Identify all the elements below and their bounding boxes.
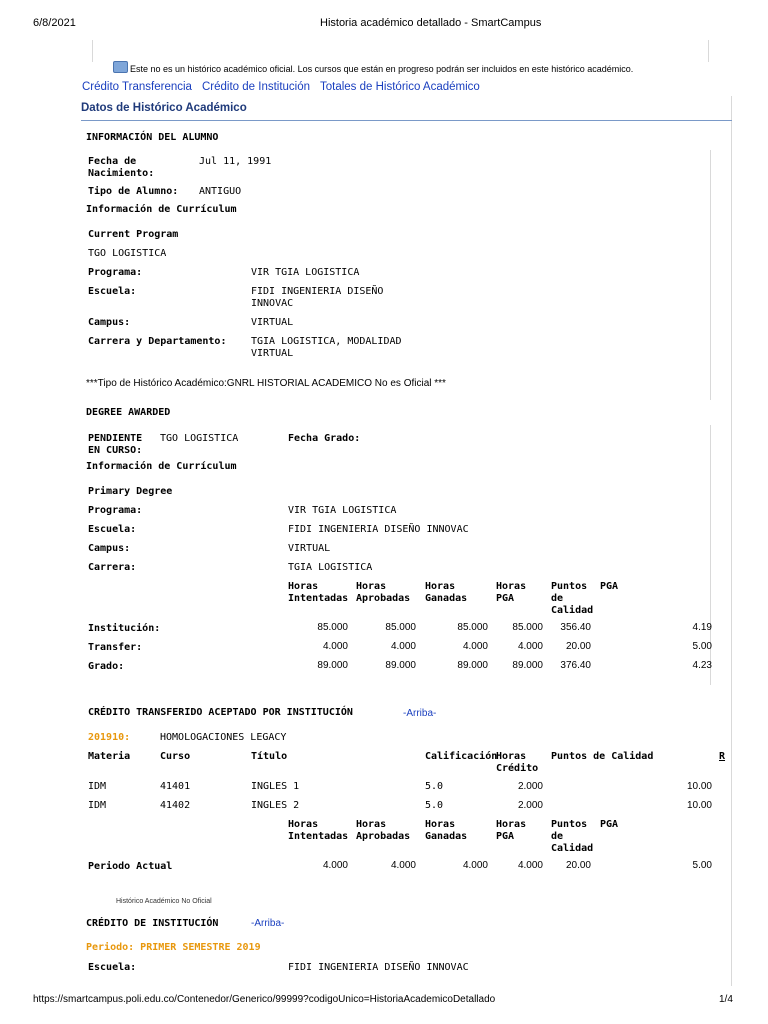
program-value: VIR TGIA LOGISTICA [251, 267, 360, 278]
cell: 356.40 [560, 622, 591, 633]
pt-horas-aprobadas: Horas [356, 819, 387, 830]
pending-label-2: EN CURSO: [88, 445, 143, 456]
row1-title: INGLES 1 [251, 781, 300, 792]
institution-school-label: Escuela: [88, 962, 137, 973]
row2-hours: 2.000 [517, 800, 543, 811]
th-puntos-3: Calidad [551, 605, 594, 616]
print-date: 6/8/2021 [33, 17, 76, 29]
col-materia: Materia [88, 751, 131, 762]
cell: 5.00 [692, 641, 712, 652]
cell: 4.000 [390, 860, 416, 871]
frame-line [710, 150, 711, 400]
cell: 376.40 [560, 660, 591, 671]
th-horas-aprobadas: Horas [356, 581, 387, 592]
degree-career-value: TGIA LOGISTICA [288, 562, 373, 573]
row-institucion-label: Institución: [88, 623, 161, 634]
cell: 89.000 [385, 660, 416, 671]
cell: 4.000 [517, 641, 543, 652]
cell: 4.000 [390, 641, 416, 652]
school-value: FIDI INGENIERIA DISEÑO [251, 286, 384, 297]
row2-subject: IDM [88, 800, 107, 811]
career-value-2: VIRTUAL [251, 348, 294, 359]
pt-puntos-3: Calidad [551, 843, 594, 854]
th-horas-pga-2: PGA [496, 593, 515, 604]
th-horas-ganadas-2: Ganadas [425, 593, 468, 604]
degree-career-label: Carrera: [88, 562, 137, 573]
institution-period: Periodo: PRIMER SEMESTRE 2019 [86, 942, 261, 953]
primary-degree: Primary Degree [88, 486, 173, 497]
cell: 20.00 [565, 860, 591, 871]
cell: 4.23 [692, 660, 712, 671]
col-horas-2: Crédito [496, 763, 539, 774]
program-label: Programa: [88, 267, 143, 278]
degree-school-value: FIDI INGENIERIA DISEÑO INNOVAC [288, 524, 469, 535]
institution-school-value: FIDI INGENIERIA DISEÑO INNOVAC [288, 962, 469, 973]
pt-horas-ganadas: Horas [425, 819, 456, 830]
frame-line [731, 96, 732, 986]
row1-subject: IDM [88, 781, 107, 792]
pt-horas-intentadas: Horas [288, 819, 319, 830]
cell: 85.000 [512, 622, 543, 633]
type-value: ANTIGUO [199, 186, 242, 197]
link-credito-transferencia[interactable]: Crédito Transferencia [82, 81, 192, 93]
row1-grade: 5.0 [425, 781, 444, 792]
campus-label: Campus: [88, 317, 131, 328]
pending-value: TGO LOGISTICA [160, 433, 239, 444]
birth-label: Fecha de [88, 156, 137, 167]
link-totales[interactable]: Totales de Histórico Académico [320, 81, 480, 93]
career-label: Carrera y Departamento: [88, 336, 227, 347]
row-grado-label: Grado: [88, 661, 125, 672]
pt-puntos-2: de [551, 831, 564, 842]
cell: 4.000 [462, 860, 488, 871]
pending-label: PENDIENTE [88, 433, 143, 444]
row2-grade: 5.0 [425, 800, 444, 811]
grad-date-label: Fecha Grado: [288, 433, 361, 444]
degree-curriculum-heading: Información de Currículum [86, 461, 237, 472]
row1-points: 10.00 [686, 781, 712, 792]
pt-horas-intentadas-2: Intentadas [288, 831, 349, 842]
col-r-sort-link[interactable]: R [719, 751, 726, 762]
institution-heading: CRÉDITO DE INSTITUCIÓN [86, 918, 219, 929]
cell: 4.000 [322, 860, 348, 871]
birth-value: Jul 11, 1991 [199, 156, 272, 167]
cell: 89.000 [512, 660, 543, 671]
cell: 85.000 [457, 622, 488, 633]
pt-puntos: Puntos [551, 819, 588, 830]
cell: 4.19 [692, 622, 712, 633]
col-puntos: Puntos de Calidad [551, 751, 654, 762]
pt-pga: PGA [600, 819, 619, 830]
cell: 85.000 [385, 622, 416, 633]
th-horas-intentadas-2: Intentadas [288, 593, 349, 604]
pt-horas-ganadas-2: Ganadas [425, 831, 468, 842]
record-type: ***Tipo de Histórico Académico:GNRL HISTORIAL ACADEMICO No es Oficial *** [86, 378, 446, 389]
info-icon [113, 61, 128, 73]
degree-school-label: Escuela: [88, 524, 137, 535]
cell: 5.00 [692, 860, 712, 871]
row2-title: INGLES 2 [251, 800, 300, 811]
th-horas-intentadas: Horas [288, 581, 319, 592]
student-heading: INFORMACIÓN DEL ALUMNO [86, 132, 219, 143]
col-titulo: Título [251, 751, 288, 762]
transfer-arriba-link[interactable]: -Arriba- [403, 708, 437, 719]
pt-horas-pga: Horas [496, 819, 527, 830]
cell: 20.00 [565, 641, 591, 652]
row2-course: 41402 [160, 800, 191, 811]
birth-label-2: Nacimiento: [88, 168, 155, 179]
period-label: Periodo Actual [88, 861, 173, 872]
print-page: 1/4 [719, 994, 733, 1005]
col-curso: Curso [160, 751, 191, 762]
page-title: Datos de Histórico Académico [81, 102, 247, 114]
th-puntos-2: de [551, 593, 564, 604]
cell: 4.000 [322, 641, 348, 652]
frame-line [92, 40, 93, 62]
cell: 85.000 [317, 622, 348, 633]
watermark-text: Histórico Académico No Oficial [116, 898, 212, 905]
school-label: Escuela: [88, 286, 137, 297]
transfer-heading: CRÉDITO TRANSFERIDO ACEPTADO POR INSTITUCIÓN [88, 707, 353, 718]
th-horas-pga: Horas [496, 581, 527, 592]
degree-program-value: VIR TGIA LOGISTICA [288, 505, 397, 516]
row1-hours: 2.000 [517, 781, 543, 792]
school-value-2: INNOVAC [251, 298, 294, 309]
th-horas-aprobadas-2: Aprobadas [356, 593, 411, 604]
cell: 4.000 [517, 860, 543, 871]
row1-course: 41401 [160, 781, 191, 792]
th-puntos: Puntos [551, 581, 588, 592]
career-value: TGIA LOGISTICA, MODALIDAD [251, 336, 402, 347]
cell: 89.000 [457, 660, 488, 671]
title-rule [81, 120, 732, 121]
cell: 4.000 [462, 641, 488, 652]
degree-program-label: Programa: [88, 505, 143, 516]
current-program-label: Current Program [88, 229, 179, 240]
th-horas-ganadas: Horas [425, 581, 456, 592]
col-calificacion: Calificación [425, 751, 498, 762]
degree-heading: DEGREE AWARDED [86, 407, 171, 418]
degree-campus-value: VIRTUAL [288, 543, 331, 554]
transfer-term: 201910: [88, 732, 131, 743]
degree-campus-label: Campus: [88, 543, 131, 554]
link-credito-institucion[interactable]: Crédito de Institución [202, 81, 311, 93]
pt-horas-pga-2: PGA [496, 831, 515, 842]
institution-arriba-link[interactable]: -Arriba- [251, 918, 285, 929]
cell: 89.000 [317, 660, 348, 671]
row-transfer-label: Transfer: [88, 642, 143, 653]
print-title: Historia académico detallado - SmartCampus [320, 17, 542, 29]
print-url: https://smartcampus.poli.edu.co/Contenedor/Generico/99999?codigoUnico=HistoriaAcademicoDetallado [33, 994, 496, 1005]
transfer-term-name: HOMOLOGACIONES LEGACY [160, 732, 287, 743]
type-label: Tipo de Alumno: [88, 186, 179, 197]
frame-line [708, 40, 709, 62]
pt-horas-aprobadas-2: Aprobadas [356, 831, 411, 842]
notice-text: Este no es un histórico académico oficial. Los cursos que están en progreso podrán ser incluidos en este histórico académico. [130, 64, 634, 74]
curriculum-heading: Información de Currículum [86, 204, 237, 215]
col-horas: Horas [496, 751, 527, 762]
campus-value: VIRTUAL [251, 317, 294, 328]
row2-points: 10.00 [686, 800, 712, 811]
th-pga: PGA [600, 581, 619, 592]
current-program-value: TGO LOGISTICA [88, 248, 167, 259]
